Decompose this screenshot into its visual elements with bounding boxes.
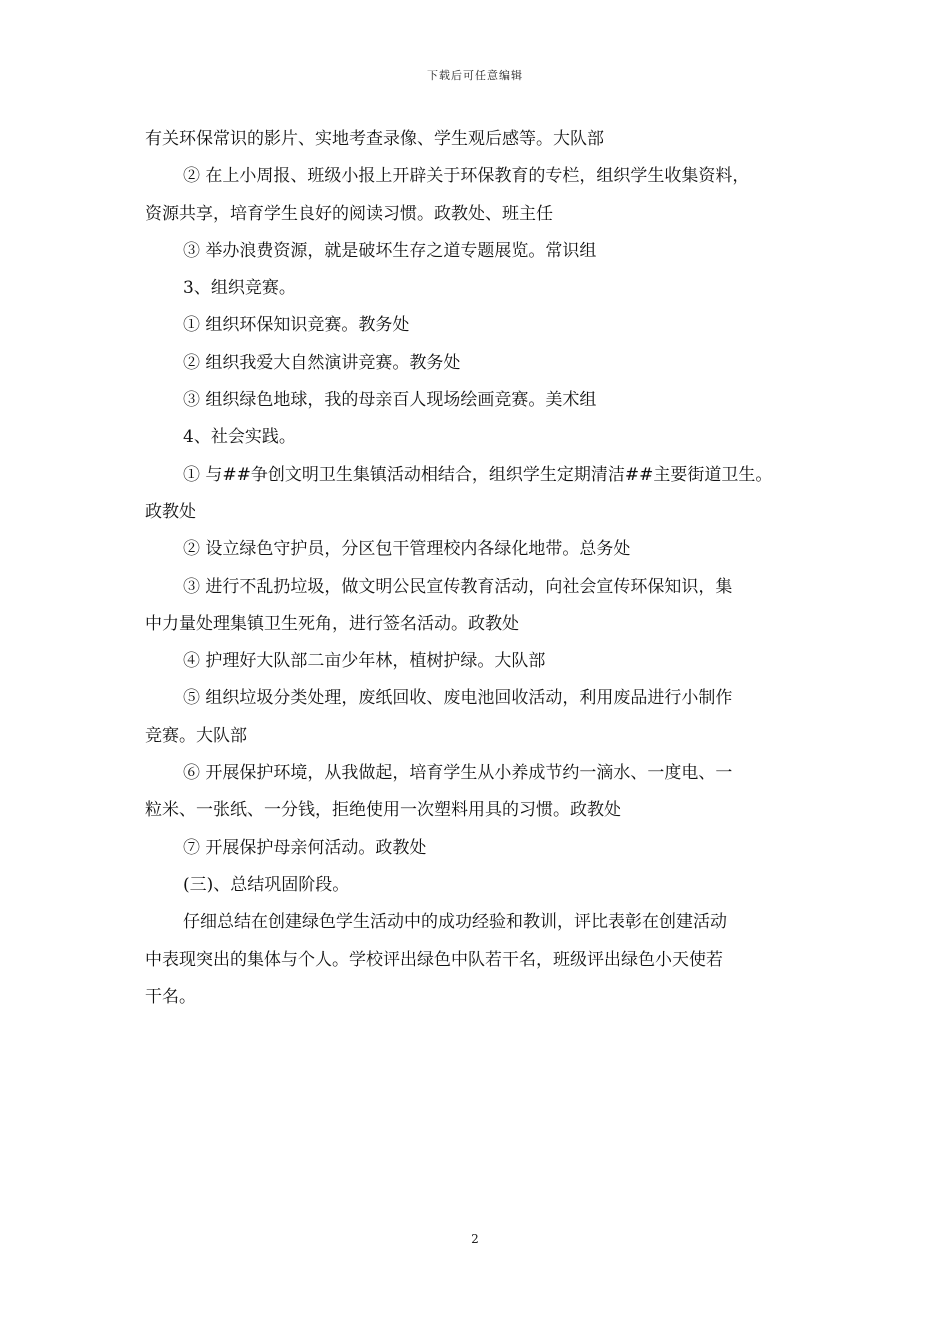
document-body bbox=[145, 121, 825, 1016]
text-line: 粒米、一张纸、一分钱，拒绝使用一次塑料用具的习惯。政教处 bbox=[145, 800, 621, 821]
text-line: 3、组织竞赛。 bbox=[183, 278, 296, 299]
text-line: ③ 组织绿色地球，我的母亲百人现场绘画竞赛。美术组 bbox=[183, 390, 597, 411]
text-line: ② 组织我爱大自然演讲竞赛。教务处 bbox=[183, 352, 461, 373]
text-line: ② 在上小周报、班级小报上开辟关于环保教育的专栏，组织学生收集资料， bbox=[183, 166, 750, 187]
text-line: ① 组织环保知识竞赛。教务处 bbox=[183, 315, 410, 336]
text-line: ② 设立绿色守护员，分区包干管理校内各绿化地带。总务处 bbox=[183, 539, 631, 560]
text-line: ④ 护理好大队部二亩少年林，植树护绿。大队部 bbox=[183, 651, 546, 672]
page-number: 2 bbox=[471, 1232, 479, 1246]
text-line: 中表现突出的集体与个人。学校评出绿色中队若干名，班级评出绿色小天使若 bbox=[145, 949, 723, 970]
text-line: ⑦ 开展保护母亲何活动。政教处 bbox=[183, 837, 427, 858]
page-header: 下载后可任意编辑 bbox=[427, 69, 523, 82]
text-line: 有关环保常识的影片、实地考查录像、学生观后感等。大队部 bbox=[145, 129, 604, 149]
text-line: ③ 举办浪费资源，就是破坏生存之道专题展览。常识组 bbox=[183, 240, 597, 261]
text-line: (三)、总结巩固阶段。 bbox=[183, 874, 350, 895]
text-line: 中力量处理集镇卫生死角，进行签名活动。政教处 bbox=[145, 613, 519, 634]
text-line: 资源共享，培育学生良好的阅读习惯。政教处、班主任 bbox=[145, 203, 553, 224]
text-line: 4、社会实践。 bbox=[183, 427, 296, 448]
text-line: 竞赛。大队部 bbox=[145, 725, 247, 746]
text-line: ⑥ 开展保护环境，从我做起，培育学生从小养成节约一滴水、一度电、一 bbox=[183, 763, 733, 784]
text-line: ① 与##争创文明卫生集镇活动相结合，组织学生定期清洁##主要街道卫生。 bbox=[183, 464, 773, 485]
text-line: 政教处 bbox=[145, 501, 196, 522]
text-line: ③ 进行不乱扔垃圾，做文明公民宣传教育活动，向社会宣传环保知识，集 bbox=[183, 576, 733, 597]
text-line: 仔细总结在创建绿色学生活动中的成功经验和教训，评比表彰在创建活动 bbox=[183, 912, 727, 933]
text-line: ⑤ 组织垃圾分类处理，废纸回收、废电池回收活动，利用废品进行小制作 bbox=[183, 688, 733, 709]
text-line: 干名。 bbox=[145, 986, 196, 1007]
